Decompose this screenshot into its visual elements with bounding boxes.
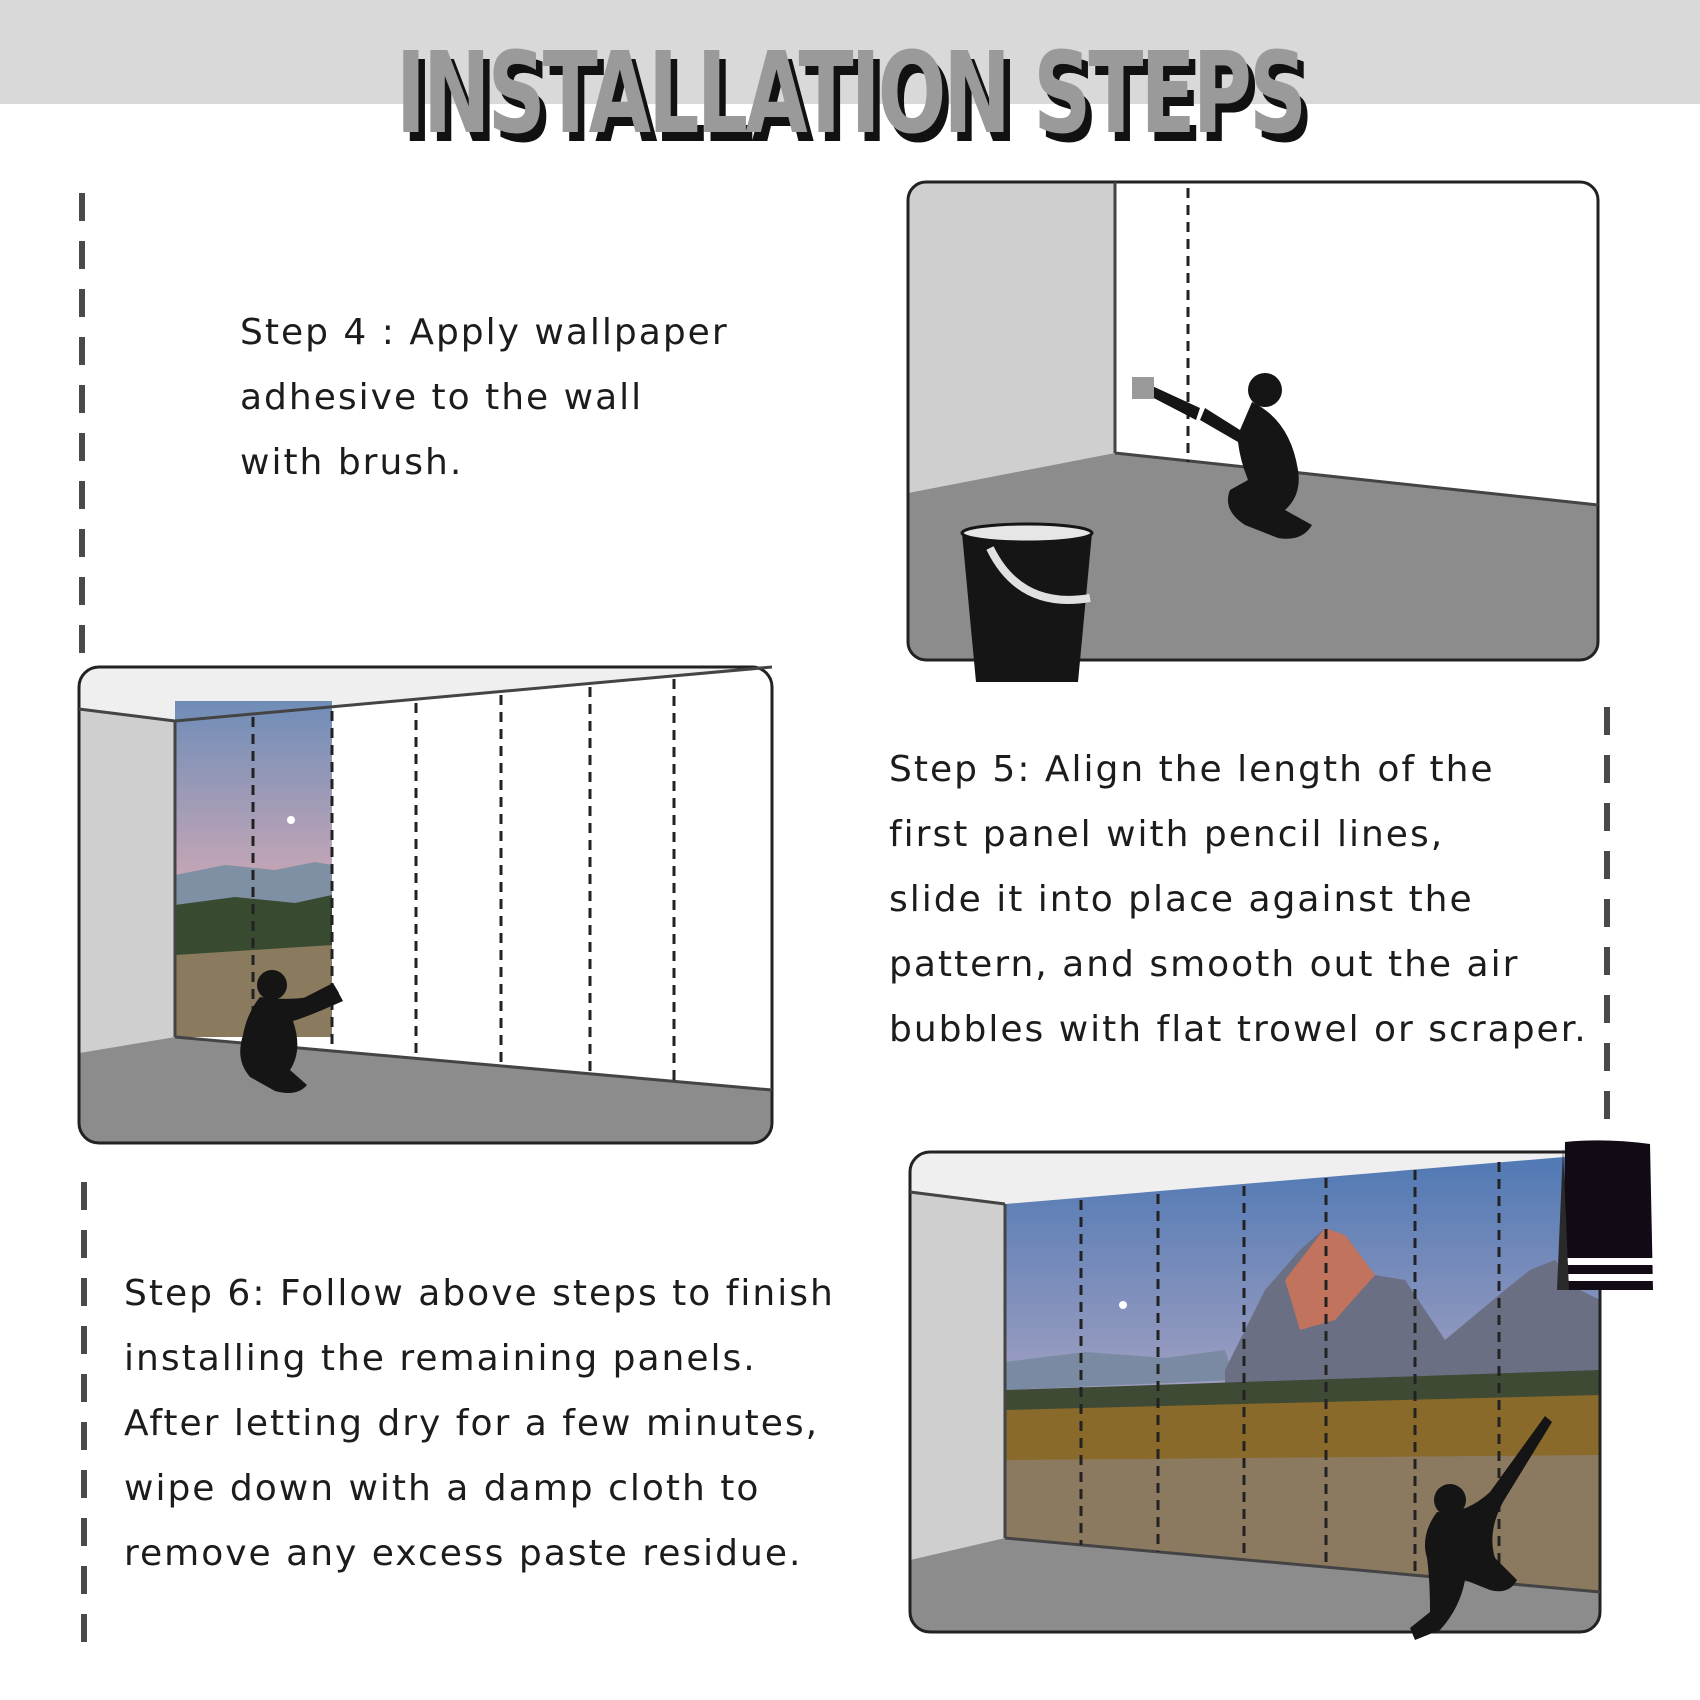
step-5-line: slide it into place against the	[889, 879, 1474, 920]
step-4-illustration	[900, 180, 1620, 700]
step-6-illustration	[905, 1140, 1665, 1665]
step-5-line: bubbles with flat trowel or scraper.	[889, 1009, 1588, 1050]
step-5-line: Step 5: Align the length of the	[889, 749, 1495, 790]
step-6-line: wipe down with a damp cloth to	[124, 1468, 761, 1509]
page-title: INSTALLATION STEPS	[395, 29, 1305, 159]
step-5-text	[889, 737, 1588, 1062]
step-6-text	[124, 1261, 835, 1586]
dashed-guide-right	[1604, 707, 1610, 1122]
step-6-line: remove any excess paste residue.	[124, 1533, 803, 1574]
step-4-text	[240, 300, 729, 495]
step-5-illustration	[75, 665, 785, 1145]
step-6-line: installing the remaining panels.	[124, 1338, 757, 1379]
step-4-line: Step 4 : Apply wallpaper	[240, 312, 729, 353]
dashed-guide-left-bottom	[81, 1182, 87, 1642]
step-5-line: pattern, and smooth out the air	[889, 944, 1520, 985]
step-4-line: with brush.	[240, 442, 464, 483]
step-5-line: first panel with pencil lines,	[889, 814, 1445, 855]
step-4-line: adhesive to the wall	[240, 377, 644, 418]
step-6-line: After letting dry for a few minutes,	[124, 1403, 820, 1444]
bucket-icon	[962, 524, 1092, 682]
dashed-guide-left-top	[79, 193, 85, 653]
step-6-line: Step 6: Follow above steps to finish	[124, 1273, 835, 1314]
cloth-icon	[1557, 1140, 1653, 1290]
